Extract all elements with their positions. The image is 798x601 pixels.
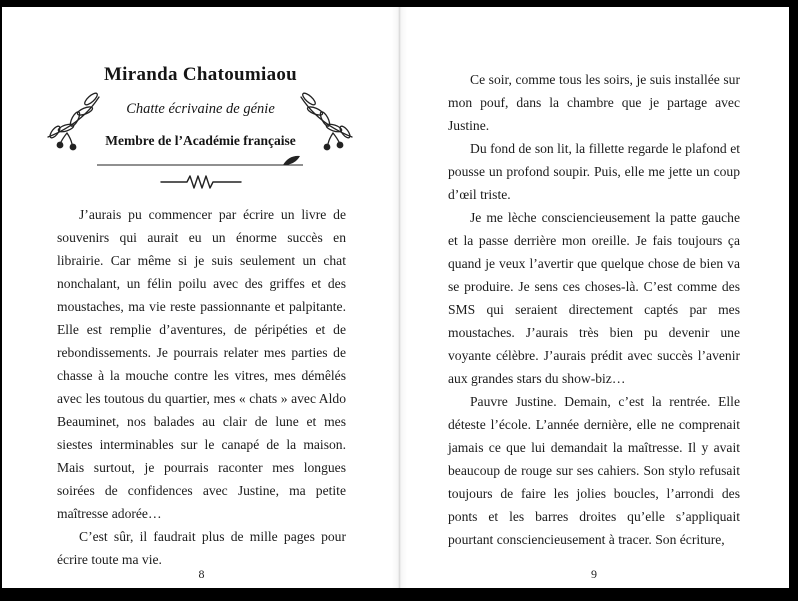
paragraph: C’est sûr, il faudrait plus de mille pages pour écrire toute ma vie. (57, 529, 346, 567)
paragraph: Ce soir, comme tous les soirs, je suis installée sur mon pouf, dans la chambre que je partage avec Justine. (448, 72, 740, 133)
right-page-text (448, 68, 740, 551)
paragraph: J’aurais pu commencer par écrire un livre de souvenirs qui aurait eu un énorme succès en librairie. Car même si je suis seulement un chat nonchalant, un félin poilu avec des griffes et des moustaches, ma vie reste passionnante et palpitante. Elle est remplie d’aventures, de péripéties et de rebondissements. Je pourrais relater mes parties de chasse à la mouche contre les vitres, mes démêlés avec les toutous du quartier, mes « chats » avec Aldo Beauminet, nos balades au clair de lune et mes siestes interminables sur le canapé de la maison. Mais surtout, je pourrais raconter mes longues soirées de confidences avec Justine, ma petite maîtresse adorée… (57, 207, 346, 521)
author-title: Miranda Chatoumiaou (103, 64, 298, 85)
paragraph: Du fond de son lit, la fillette regarde le plafond et pousse un profond soupir. Puis, elle me jette un coup d’œil triste. (448, 141, 740, 202)
page-right (399, 7, 789, 588)
open-book-pages (2, 7, 789, 588)
page-number-left: 8 (198, 567, 205, 581)
page-number-right: 9 (591, 567, 597, 581)
chapter-header (2, 63, 399, 169)
paragraph: Pauvre Justine. Demain, c’est la rentrée. Elle déteste l’école. L’année dernière, elle ne comprenait jamais ce que lui demandait la maîtresse. Il y avait beaucoup de rouge sur ses cahiers. Son stylo refusait toujours de faire les jolies boucles, l’arrondi des ponts et les barres droites qu’elle s’appliquait pourtant consciencieusement à tracer. Son écriture, (448, 394, 740, 547)
leaf-rule-icon (2, 153, 399, 169)
left-page-text (57, 203, 346, 571)
squiggle-divider-icon (2, 172, 399, 190)
author-subtitle: Chatte écrivaine de génie (126, 101, 275, 117)
paragraph: Je me lèche consciencieusement la patte gauche et la passe derrière mon oreille. Je fais toujours ça quand je veux l’avertir que quelque chose de bien va se produire. Je sens ces choses-là. C’est comme des SMS qui seraient directement captés par mes moustaches. J’aurais très bien pu devenir une voyante célèbre. J’aurais prédit avec succès l’avenir aux grandes stars du show-biz… (448, 210, 740, 386)
author-affiliation: Membre de l’Académie française (105, 133, 296, 148)
page-left (2, 7, 399, 588)
